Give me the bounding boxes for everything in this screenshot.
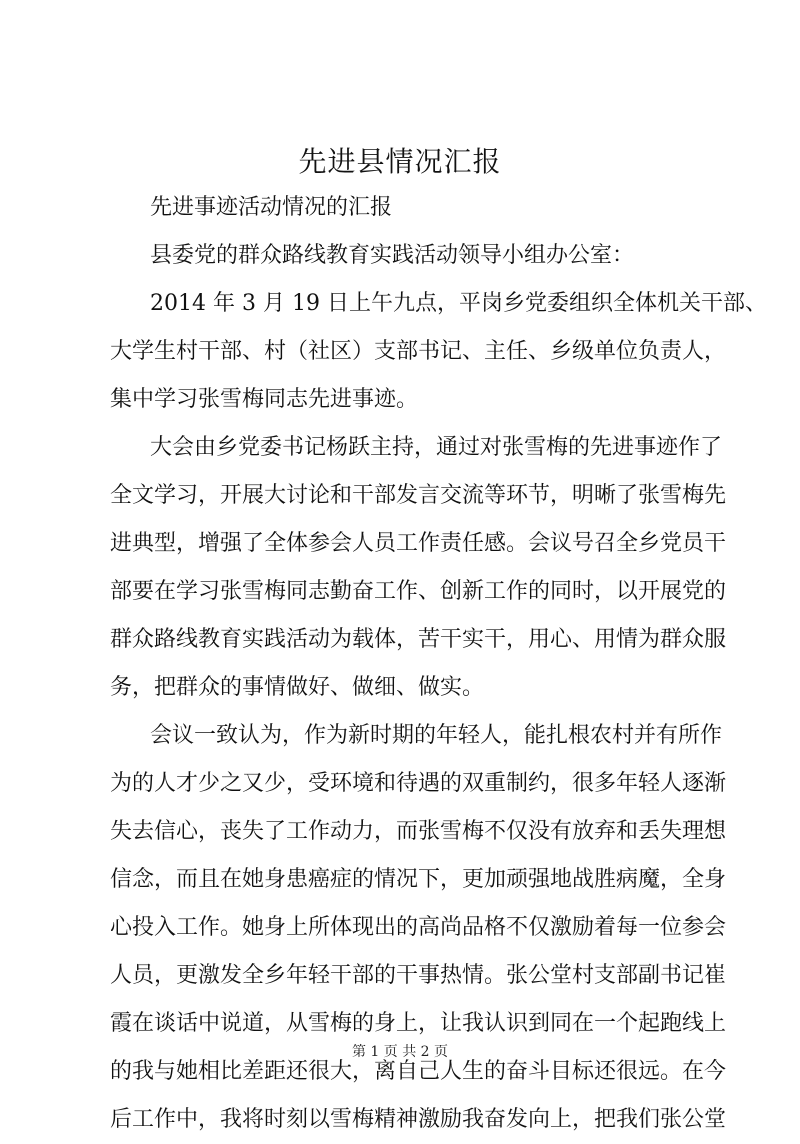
paragraph-line: 2014 年 3 月 19 日上午九点，平岗乡党委组织全体机关干部、 (150, 291, 767, 316)
paragraph-line: 失去信心，丧失了工作动力，而张雪梅不仅没有放弃和丢失理想 (110, 819, 727, 844)
paragraph-line: 群众路线教育实践活动为载体，苦干实干，用心、用情为群众服 (110, 627, 727, 652)
paragraph-line: 部要在学习张雪梅同志勤奋工作、创新工作的同时，以开展党的 (110, 579, 727, 604)
paragraph-line: 先进事迹活动情况的汇报 (150, 195, 393, 220)
paragraph-line: 大学生村干部、村（社区）支部书记、主任、乡级单位负责人， (110, 339, 727, 364)
paragraph-line: 进典型，增强了全体参会人员工作责任感。会议号召全乡党员干 (110, 531, 727, 556)
paragraph-line: 心投入工作。她身上所体现出的高尚品格不仅激励着每一位参会 (110, 915, 727, 940)
paragraph-line: 会议一致认为，作为新时期的年轻人，能扎根农村并有所作 (150, 723, 723, 748)
page-footer: 第 1 页 共 2 页 (351, 1044, 449, 1060)
paragraph-line: 后工作中，我将时刻以雪梅精神激励我奋发向上，把我们张公堂 (110, 1107, 727, 1132)
paragraph-line: 为的人才少之又少，受环境和待遇的双重制约，很多年轻人逐渐 (110, 771, 727, 796)
paragraph-line: 务，把群众的事情做好、做细、做实。 (110, 675, 485, 700)
paragraph-line: 信念，而且在她身患癌症的情况下，更加顽强地战胜病魔，全身 (110, 867, 727, 892)
paragraph-line: 县委党的群众路线教育实践活动领导小组办公室： (150, 243, 635, 268)
paragraph-line: 集中学习张雪梅同志先进事迹。 (110, 387, 419, 412)
paragraph-line: 大会由乡党委书记杨跃主持，通过对张雪梅的先进事迹作了 (150, 435, 723, 460)
paragraph-line: 全文学习，开展大讨论和干部发言交流等环节，明晰了张雪梅先 (110, 483, 727, 508)
paragraph-line: 的我与她相比差距还很大，离自己人生的奋斗目标还很远。在今 (110, 1059, 727, 1084)
paragraph-line: 霞在谈话中说道，从雪梅的身上，让我认识到同在一个起跑线上 (110, 1011, 727, 1036)
document-title: 先进县情况汇报 (298, 145, 502, 178)
paragraph-line: 人员，更激发全乡年轻干部的干事热情。张公堂村支部副书记崔 (110, 963, 727, 988)
